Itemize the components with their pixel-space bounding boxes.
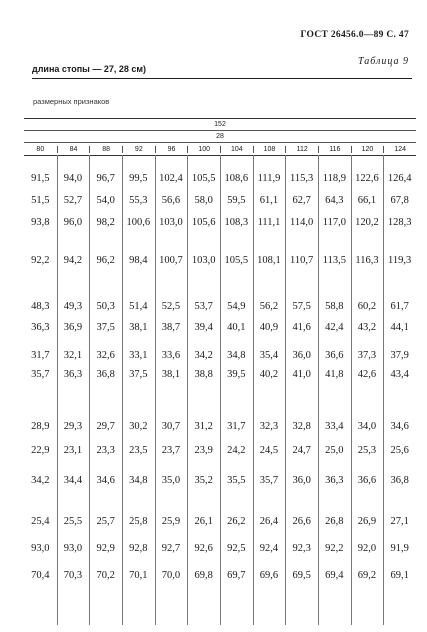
table-cell: 31,7 <box>31 350 50 361</box>
table-cell: 32,3 <box>259 421 279 432</box>
table-cell: 35,7 <box>259 475 279 486</box>
table-cell: 52,7 <box>63 195 83 206</box>
table-cell: 128,3 <box>387 217 412 228</box>
table-cell: 108,3 <box>224 217 249 228</box>
table-cell: 70,3 <box>63 570 83 581</box>
table-row <box>24 445 416 456</box>
table-cell: 69,8 <box>194 570 213 581</box>
table-cell: 25,6 <box>390 445 409 456</box>
table-cell: 29,7 <box>96 421 115 432</box>
table-cell: 35,7 <box>31 369 50 380</box>
table-cell: 39,5 <box>227 369 246 380</box>
table-cell: 32,8 <box>292 421 311 432</box>
table-cell: 56,2 <box>259 301 279 312</box>
table-cell: 34,8 <box>227 350 246 361</box>
table-row <box>24 195 416 206</box>
table-cell: 26,4 <box>259 516 279 527</box>
table-title: Таблица 9 <box>358 56 409 67</box>
table-cell: 43,2 <box>357 322 377 333</box>
table-cell: 25,3 <box>357 445 377 456</box>
column-header: 112 <box>285 146 318 153</box>
table-cell: 42,6 <box>357 369 377 380</box>
table-cell: 105,6 <box>191 217 216 228</box>
table-cell: 92,2 <box>31 255 50 266</box>
table-cell: 58,0 <box>194 195 213 206</box>
table-row <box>24 301 416 312</box>
table-cell: 40,9 <box>259 322 279 333</box>
table-cell: 67,8 <box>390 195 409 206</box>
table-cell: 122,6 <box>355 173 379 184</box>
table-cell: 58,8 <box>325 301 344 312</box>
table-cell: 35,0 <box>161 475 181 486</box>
table-cell: 61,1 <box>259 195 279 206</box>
table-cell: 92,4 <box>259 543 279 554</box>
table-cell: 44,1 <box>390 322 409 333</box>
table-cell: 23,3 <box>96 445 115 456</box>
table-cell: 26,9 <box>357 516 377 527</box>
table-cell: 92,3 <box>292 543 311 554</box>
table-cell: 118,9 <box>322 173 346 184</box>
table-cell: 36,6 <box>357 475 377 486</box>
table-cell: 25,4 <box>31 516 50 527</box>
table-cell: 30,7 <box>161 421 181 432</box>
table-cell: 36,3 <box>31 322 50 333</box>
table-cell: 33,4 <box>325 421 344 432</box>
table-cell: 62,7 <box>292 195 311 206</box>
table-cell: 35,5 <box>227 475 246 486</box>
table-cell: 37,5 <box>96 322 115 333</box>
table-cell: 41,6 <box>292 322 311 333</box>
table-cell: 99,5 <box>129 173 148 184</box>
table-cell: 94,2 <box>63 255 83 266</box>
table-cell: 51,4 <box>129 301 148 312</box>
table-cell: 70,2 <box>96 570 115 581</box>
column-header: 96 <box>155 146 188 153</box>
table-cell: 23,5 <box>129 445 148 456</box>
table-cell: 96,2 <box>96 255 115 266</box>
table-cell: 61,7 <box>390 301 409 312</box>
table-cell: 42,4 <box>325 322 344 333</box>
table-cell: 36,0 <box>292 475 311 486</box>
column-header: 88 <box>89 146 122 153</box>
table-cell: 25,0 <box>325 445 344 456</box>
table-cell: 56,6 <box>161 195 181 206</box>
table-cell: 98,4 <box>129 255 148 266</box>
table-cell: 102,4 <box>159 173 183 184</box>
table-cell: 26,2 <box>227 516 246 527</box>
table-cell: 69,4 <box>325 570 344 581</box>
table-row <box>24 475 416 486</box>
table-cell: 66,1 <box>357 195 377 206</box>
table-cell: 24,5 <box>259 445 279 456</box>
table-cell: 38,1 <box>161 369 181 380</box>
foot-group-label: 28 <box>216 133 224 140</box>
table-row <box>24 173 416 184</box>
table-cell: 39,4 <box>194 322 213 333</box>
table-cell: 100,6 <box>126 217 151 228</box>
table-cell: 70,4 <box>31 570 50 581</box>
table-cell: 26,8 <box>325 516 344 527</box>
table-cell: 94,0 <box>63 173 83 184</box>
table-cell: 33,6 <box>161 350 181 361</box>
table-cell: 92,0 <box>357 543 377 554</box>
table-cell: 36,8 <box>96 369 115 380</box>
table-row <box>24 255 416 266</box>
table-cell: 28,9 <box>31 421 50 432</box>
table-cell: 48,3 <box>31 301 50 312</box>
table-cell: 27,1 <box>390 516 409 527</box>
table-cell: 34,2 <box>31 475 50 486</box>
table-cell: 36,3 <box>63 369 83 380</box>
sizes-label: размерных признаков <box>33 97 110 106</box>
table-row <box>24 369 416 380</box>
table-cell: 49,3 <box>63 301 83 312</box>
table-cell: 111,1 <box>257 217 281 228</box>
table-cell: 32,1 <box>63 350 83 361</box>
table-cell: 92,2 <box>325 543 344 554</box>
column-header: 120 <box>351 146 384 153</box>
foot-group-row <box>24 130 416 142</box>
table-cell: 37,5 <box>129 369 148 380</box>
table-cell: 70,0 <box>161 570 181 581</box>
table-cell: 30,2 <box>129 421 148 432</box>
column-header: 80 <box>36 145 45 153</box>
table-body <box>24 155 416 625</box>
table-cell: 69,2 <box>357 570 377 581</box>
table-row <box>24 322 416 333</box>
table-cell: 35,2 <box>194 475 213 486</box>
table-cell: 51,5 <box>31 195 50 206</box>
table-cell: 92,9 <box>96 543 115 554</box>
table-cell: 54,0 <box>96 195 115 206</box>
table-cell: 92,8 <box>129 543 148 554</box>
table-cell: 105,5 <box>191 173 216 184</box>
table-cell: 25,8 <box>129 516 148 527</box>
table-cell: 37,3 <box>357 350 377 361</box>
table-cell: 22,9 <box>31 445 50 456</box>
table-cell: 29,3 <box>63 421 83 432</box>
table-cell: 54,9 <box>227 301 246 312</box>
table-cell: 50,3 <box>96 301 115 312</box>
table-cell: 108,6 <box>224 173 249 184</box>
table-cell: 34,0 <box>357 421 377 432</box>
table-cell: 31,2 <box>194 421 213 432</box>
height-group-row <box>24 119 416 130</box>
table-cell: 35,4 <box>259 350 279 361</box>
column-header: 100 <box>187 146 220 153</box>
table-cell: 69,7 <box>227 570 246 581</box>
table-cell: 32,6 <box>96 350 115 361</box>
table-cell: 96,0 <box>63 217 83 228</box>
table-row <box>24 543 416 554</box>
table-cell: 100,7 <box>159 255 183 266</box>
table-cell: 98,2 <box>96 217 115 228</box>
table-cell: 23,9 <box>194 445 213 456</box>
table-cell: 117,0 <box>322 217 346 228</box>
document-header: ГОСТ 26456.0—89 С. 47 <box>300 30 409 40</box>
column-header: 124 <box>383 146 416 153</box>
table-cell: 34,8 <box>129 475 148 486</box>
table-cell: 93,0 <box>63 543 83 554</box>
table-cell: 103,0 <box>159 217 183 228</box>
column-header: 92 <box>122 146 155 153</box>
table-row <box>24 570 416 581</box>
table-row <box>24 217 416 228</box>
column-header: 116 <box>318 146 351 153</box>
table-cell: 36,0 <box>292 350 311 361</box>
table-cell: 53,7 <box>194 301 213 312</box>
table-cell: 120,2 <box>355 217 379 228</box>
table-cell: 69,6 <box>259 570 279 581</box>
column-header: 104 <box>220 146 253 153</box>
table-row <box>24 421 416 432</box>
table-cell: 52,5 <box>161 301 181 312</box>
table-cell: 24,2 <box>227 445 246 456</box>
table-cell: 60,2 <box>357 301 377 312</box>
table-cell: 25,9 <box>161 516 181 527</box>
table-cell: 34,2 <box>194 350 213 361</box>
table-row <box>24 516 416 527</box>
table-cell: 70,1 <box>129 570 148 581</box>
table-cell: 64,3 <box>325 195 344 206</box>
table-cell: 103,0 <box>191 255 216 266</box>
table-cell: 55,3 <box>129 195 148 206</box>
table-cell: 41,0 <box>292 369 311 380</box>
table-cell: 93,8 <box>31 217 50 228</box>
table-cell: 108,1 <box>257 255 281 266</box>
table-cell: 25,5 <box>63 516 83 527</box>
table-cell: 38,1 <box>129 322 148 333</box>
table-cell: 36,9 <box>63 322 83 333</box>
table-cell: 111,9 <box>257 173 281 184</box>
table-subtitle: длина стопы — 27, 28 см) <box>32 64 147 74</box>
table-cell: 93,0 <box>31 543 50 554</box>
table-cell: 41,8 <box>325 369 344 380</box>
table-cell: 69,1 <box>390 570 409 581</box>
table-cell: 115,3 <box>290 173 314 184</box>
table-cell: 23,7 <box>161 445 181 456</box>
column-header: 108 <box>253 146 286 153</box>
table-cell: 69,5 <box>292 570 311 581</box>
table-cell: 126,4 <box>387 173 412 184</box>
table-cell: 37,9 <box>390 350 409 361</box>
table-cell: 105,5 <box>224 255 249 266</box>
table-row <box>24 350 416 361</box>
height-group-label: 152 <box>214 121 226 128</box>
table-cell: 24,7 <box>292 445 311 456</box>
table-cell: 59,5 <box>227 195 246 206</box>
table-cell: 36,3 <box>325 475 344 486</box>
table-cell: 34,4 <box>63 475 83 486</box>
table-cell: 34,6 <box>390 421 409 432</box>
table-cell: 116,3 <box>355 255 379 266</box>
table-cell: 113,5 <box>322 255 346 266</box>
table-header <box>24 118 416 156</box>
table-cell: 92,5 <box>227 543 246 554</box>
table-cell: 114,0 <box>290 217 314 228</box>
table-cell: 36,6 <box>325 350 344 361</box>
column-header-row <box>24 142 416 155</box>
table-cell: 31,7 <box>227 421 246 432</box>
table-cell: 23,1 <box>63 445 83 456</box>
table-cell: 26,1 <box>194 516 213 527</box>
table-cell: 34,6 <box>96 475 115 486</box>
table-cell: 38,8 <box>194 369 213 380</box>
table-cell: 40,2 <box>259 369 279 380</box>
table-cell: 96,7 <box>96 173 115 184</box>
table-cell: 26,6 <box>292 516 311 527</box>
table-cell: 92,7 <box>161 543 181 554</box>
table-cell: 43,4 <box>390 369 409 380</box>
table-cell: 25,7 <box>96 516 115 527</box>
table-cell: 91,9 <box>390 543 409 554</box>
table-cell: 91,5 <box>31 173 50 184</box>
table-cell: 110,7 <box>290 255 314 266</box>
table-cell: 92,6 <box>194 543 213 554</box>
table-cell: 36,8 <box>390 475 409 486</box>
column-header: 84 <box>57 146 90 153</box>
table-cell: 40,1 <box>227 322 246 333</box>
table-cell: 119,3 <box>388 255 412 266</box>
table-cell: 38,7 <box>161 322 181 333</box>
table-cell: 33,1 <box>129 350 148 361</box>
table-cell: 57,5 <box>292 301 311 312</box>
top-rule <box>32 78 412 79</box>
